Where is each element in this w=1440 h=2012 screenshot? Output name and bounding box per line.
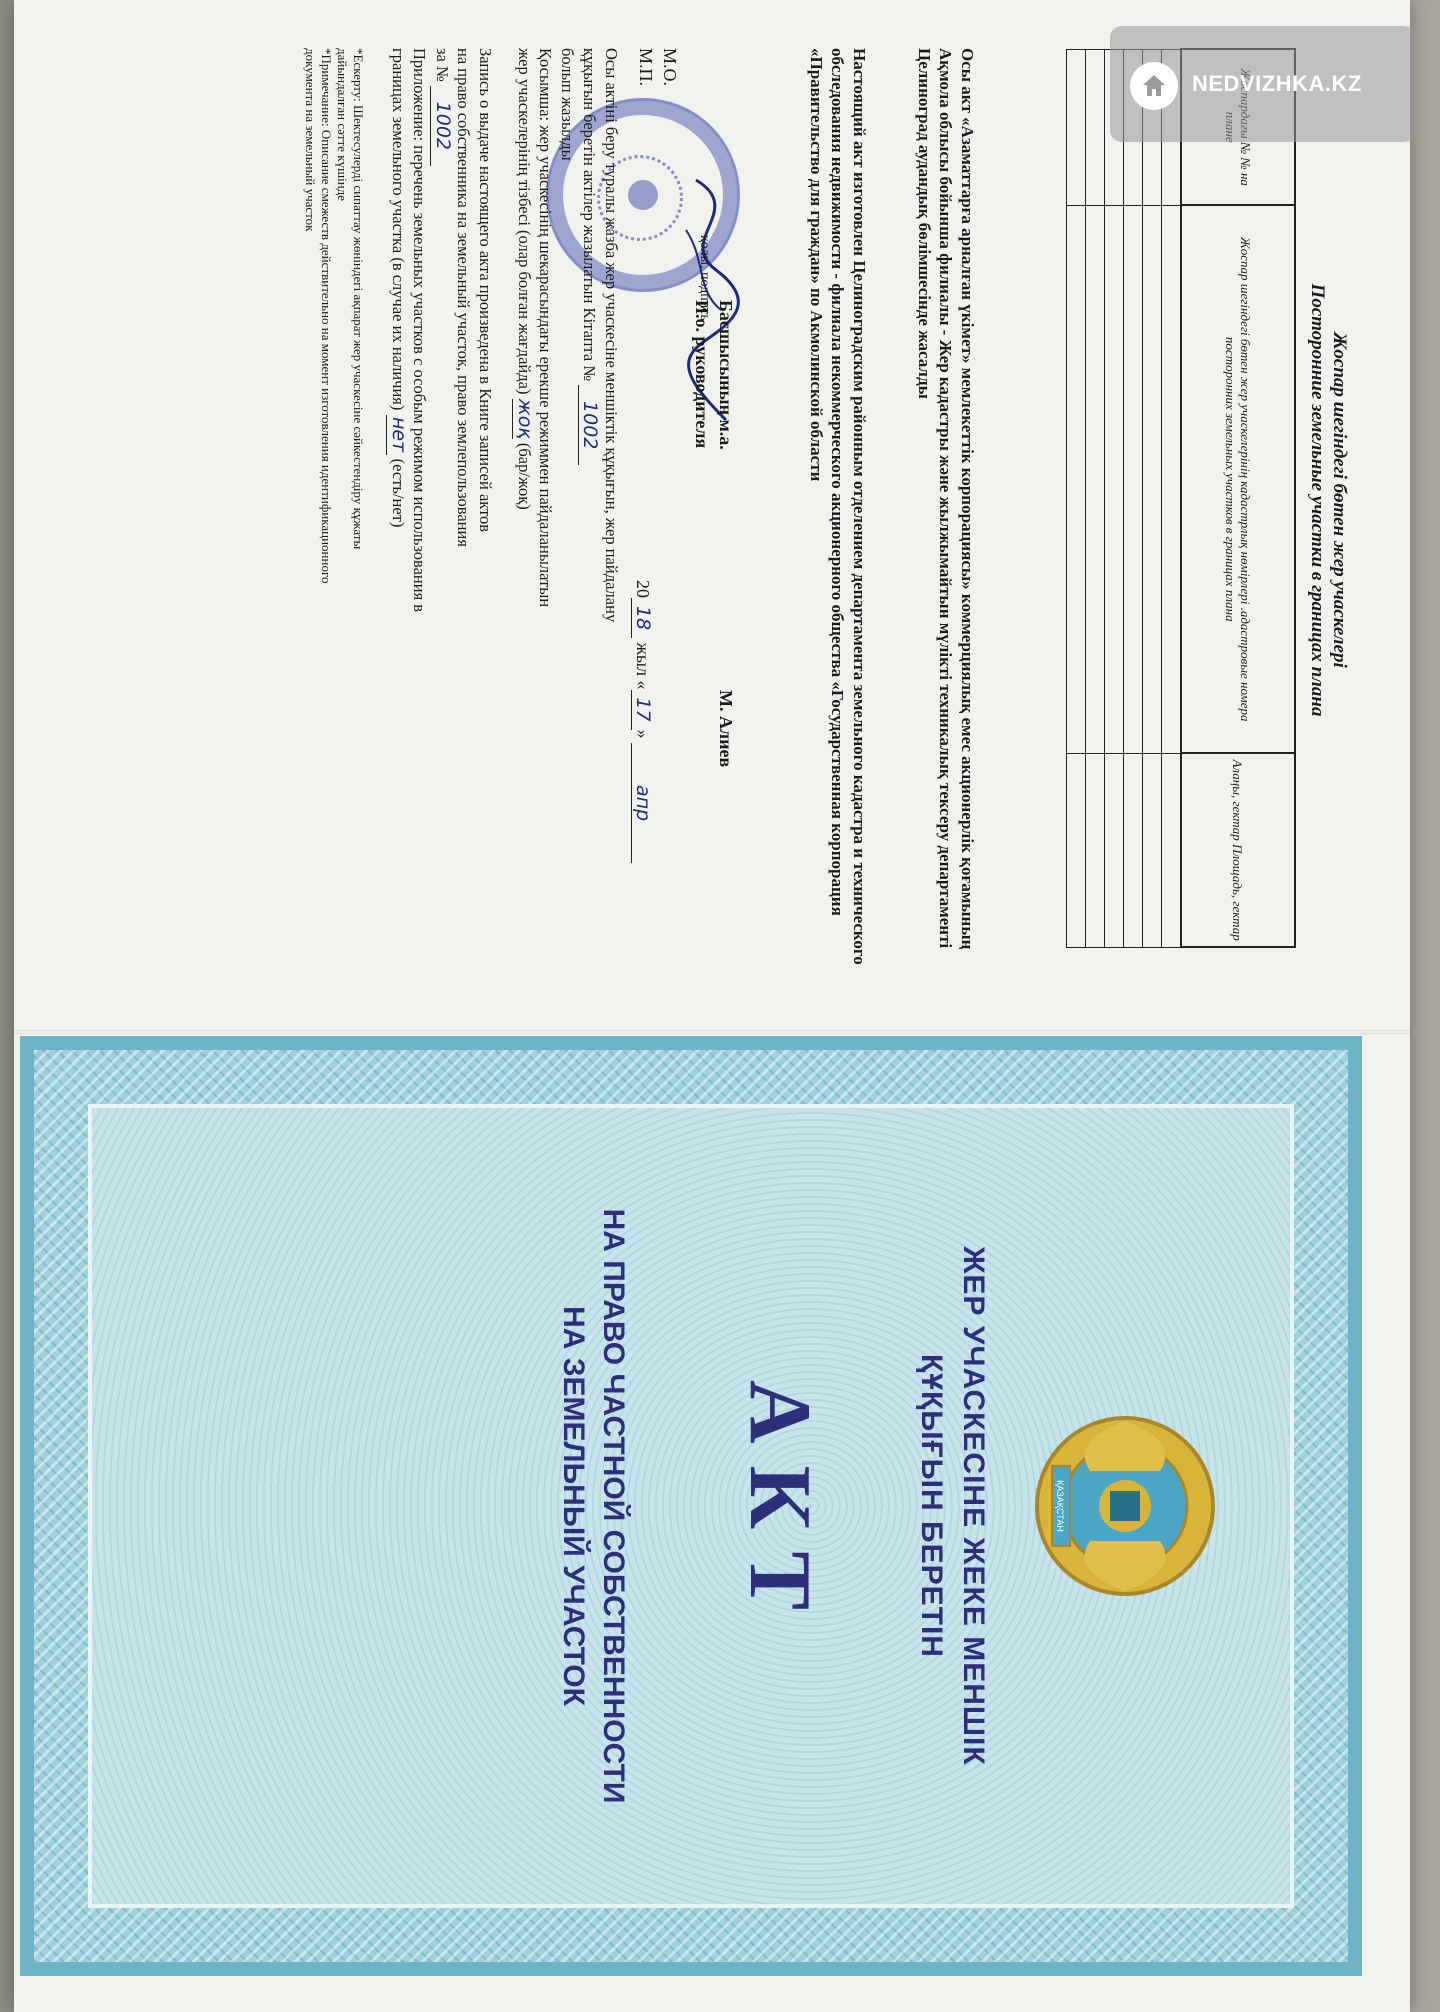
notes [302,48,366,978]
plan-title-ru: Посторонние земельные участки в границах плана [1307,283,1328,717]
note-ru-line2: документа на земельный участок [303,48,318,232]
record-ru-line3: за № [433,48,452,82]
appendix-kz-line1: Қосымша: жер учаскесінің шекарасындағы ерекше режиммен пайдаланылатын [536,48,556,608]
appendix-ru-line1: Приложение: перечень земельных участков с особым режимом использования в [410,48,430,613]
date-year: 18 [631,598,654,638]
appendix-ru-line2: границах земельного участка (в случае их наличия) [389,48,408,411]
record-ru-line1: Запись о выдаче настоящего акта произведена в Книге записей актов [476,48,495,533]
site-watermark [1110,26,1416,142]
mo-label: М.О. [660,48,680,87]
signature-label: қолы, подпись [697,235,712,321]
issuer-text-kz: Осы акт «Азаматтарға арналған үкімет» мемлекеттік корпорациясы» коммерциялық емес акционерлік қоғамының Ақмола облысы бойынша филиалы - Жер кадастры және жылжымайтын мүлікті техникалық тексеру департаменті Целиноград аудандық бөлімшесінде жасалды [915,48,977,950]
issuer-paragraph-ru [806,48,871,978]
emblem-text: ҚАЗАҚСТАН [1055,1480,1065,1532]
issue-date [631,580,654,863]
cover-title-ru-1: НА ПРАВО ЧАСТНОЙ СОБСТВЕННОСТИ [597,1208,630,1804]
table-row [1143,49,1162,947]
watermark-text: NEDVIZHKA.KZ [1192,71,1362,96]
cover-title-ru-2: НА ЗЕМЕЛЬНЫЙ УЧАСТОК [557,1306,590,1706]
record-book-number: 1002 [578,385,601,465]
table-row [1124,49,1143,947]
table-row [1105,49,1124,947]
cover-title-kz-1: ЖЕР УЧАСКЕСІНЕ ЖЕКЕ МЕНШІК [957,1246,990,1766]
record-ru-number: 1002 [431,86,454,166]
cover-title-kz-2: ҚҰҚЫҒЫН БЕРЕТІН [915,1354,948,1658]
record-kz-line2: құқығын беретін актілер жазылатын Кітапта № [580,48,600,382]
appendix-kz-value: жоқ [514,398,536,439]
plan-col-area: Алаңы, гектар Площадь, гектар [1181,753,1295,947]
cover-field [92,1108,1290,1904]
state-emblem-icon [1030,1411,1220,1601]
date-mid: жыл « [633,642,653,690]
plan-col-cadastral: Жоспар шегіндегі бөтен жер учаскелерінің кадастрлық нөмірлері .адастровые номера посторонних земельных участков в границах плана [1181,205,1295,753]
head-kz: Басшысының м.а. [716,300,736,450]
table-row [1067,49,1086,947]
house-icon [1130,62,1178,110]
issuer-paragraph-kz [914,48,979,978]
record-kz [513,48,623,978]
head-ru: И.о. руководителя [692,300,712,449]
appendix-kz-options: (бар/жоқ) [515,442,534,510]
table-row [1162,49,1182,947]
date-prefix: 20 [633,580,653,598]
record-ru [387,48,497,978]
date-month: апр [631,743,654,863]
note-kz-line1: *Ескерту: Шектесулерді сипаттау жөніндегі ақпарат жер учаскесіне сәйкестендіру құжаты [351,48,366,550]
issuer-text-ru: Настоящий акт изготовлен Целиноградским районным отделением департамента земельного кадастра и технического обследования недвижимости - филиала некоммерческого акционерного общества «Государственная корпорация «Правительство для граждан» по Акмолинской области [807,48,869,965]
note-ru-line1: *Примечание: Описание смежеств действительно на момент изготовления идентификационного [319,48,334,584]
ornamental-border [34,1050,1348,1962]
table-row [1086,49,1105,947]
head-name: М. Алиев [716,690,736,768]
note-kz-line2: дайындалған сәтте күшінде [335,48,350,202]
mp-label: М.П. [636,48,656,87]
appendix-ru-value: нет [387,415,410,455]
date-day: 17 [631,690,654,730]
record-ru-line2: на право собственника на земельный участок, право землепользования [454,48,474,547]
appendix-ru-options: (есть/нет) [389,458,408,528]
date-close: » [633,729,653,739]
plan-table [1066,48,1296,948]
record-kz-line3: болып жазылды [558,48,577,161]
plan-title-kz: Жоспар шегіндегі бөтен жер учаскелері [1329,332,1350,668]
act-cover [20,1036,1362,1976]
appendix-kz-line2: жер учаскелерінің тізбесі (олар болған жағдайда) [515,48,534,395]
record-kz-line1: Осы актіні беру туралы жазба жер учаскесіне меншіктік құқығын, жер пайдалану [602,48,621,623]
act-text-page [0,0,1396,1000]
cover-akt: АКТ [731,1379,828,1633]
